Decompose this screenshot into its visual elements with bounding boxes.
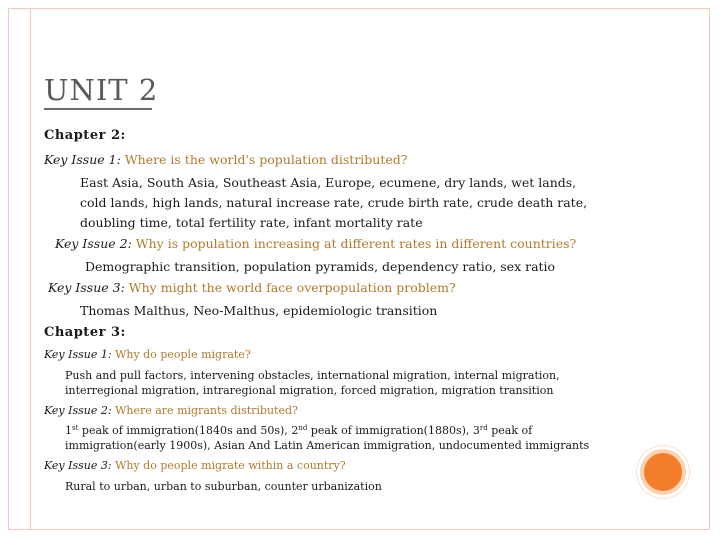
ordinal-number: 1: [65, 424, 72, 437]
ch3-issue-2-terms-line-1: [65, 424, 532, 437]
key-issue-question: Where is the world's population distributed?: [124, 152, 408, 167]
ch2-key-issue-3: [48, 280, 456, 295]
key-issue-label: Key Issue 1:: [44, 348, 112, 361]
title-underline: [44, 108, 152, 110]
ch3-issue-1-terms-line-1: Push and pull factors, intervening obstacles, international migration, internal migration,: [65, 369, 560, 382]
key-issue-label: Key Issue 3:: [48, 280, 125, 295]
ch3-issue-1-terms-line-2: interregional migration, intraregional migration, forced migration, migration transition: [65, 384, 554, 397]
decorative-orange-circle: [640, 449, 686, 495]
ordinal-suffix: nd: [298, 424, 308, 432]
chapter-3-heading: Chapter 3:: [44, 325, 126, 340]
ch3-key-issue-1: [44, 348, 251, 361]
key-issue-question: Why do people migrate?: [115, 348, 251, 361]
ch3-issue-2-terms-line-2: immigration(early 1900s), Asian And Latin American immigration, undocumented immigrants: [65, 439, 590, 452]
ch3-key-issue-3: [44, 459, 346, 472]
key-issue-question: Why is population increasing at different rates in different countries?: [135, 236, 577, 251]
terms-text: peak of immigration(1840s and 50s),: [78, 424, 292, 437]
ch3-key-issue-2: [44, 404, 298, 417]
unit-title: UNIT 2: [44, 73, 159, 107]
ordinal-number: 2: [291, 424, 299, 437]
ch2-issue-3-terms: Thomas Malthus, Neo-Malthus, epidemiologic transition: [80, 303, 438, 318]
key-issue-question: Where are migrants distributed?: [115, 404, 298, 417]
terms-text: peak of immigration(1880s),: [307, 424, 473, 437]
key-issue-label: Key Issue 2:: [55, 236, 132, 251]
ch2-issue-2-terms: Demographic transition, population pyramids, dependency ratio, sex ratio: [85, 259, 556, 274]
key-issue-label: Key Issue 2:: [44, 404, 112, 417]
key-issue-label: Key Issue 3:: [44, 459, 112, 472]
ordinal-number: 3: [472, 424, 480, 437]
key-issue-question: Why do people migrate within a country?: [115, 459, 346, 472]
ch2-key-issue-2: [55, 236, 576, 251]
ch3-issue-3-terms: Rural to urban, urban to suburban, counter urbanization: [65, 480, 382, 493]
left-margin-rule: [30, 8, 31, 530]
ch2-issue-1-terms-line-3: doubling time, total fertility rate, infant mortality rate: [80, 215, 423, 230]
ch2-key-issue-1: [44, 152, 407, 167]
key-issue-question: Why might the world face overpopulation problem?: [128, 280, 456, 295]
terms-text: peak of: [487, 424, 533, 437]
ch2-issue-1-terms-line-1: East Asia, South Asia, Southeast Asia, Europe, ecumene, dry lands, wet lands,: [80, 175, 577, 190]
key-issue-label: Key Issue 1:: [44, 152, 121, 167]
chapter-2-heading: Chapter 2:: [44, 128, 126, 143]
ch2-issue-1-terms-line-2: cold lands, high lands, natural increase rate, crude birth rate, crude death rate,: [80, 195, 588, 210]
ordinal-suffix: rd: [479, 424, 488, 432]
ordinal-suffix: st: [72, 424, 79, 432]
